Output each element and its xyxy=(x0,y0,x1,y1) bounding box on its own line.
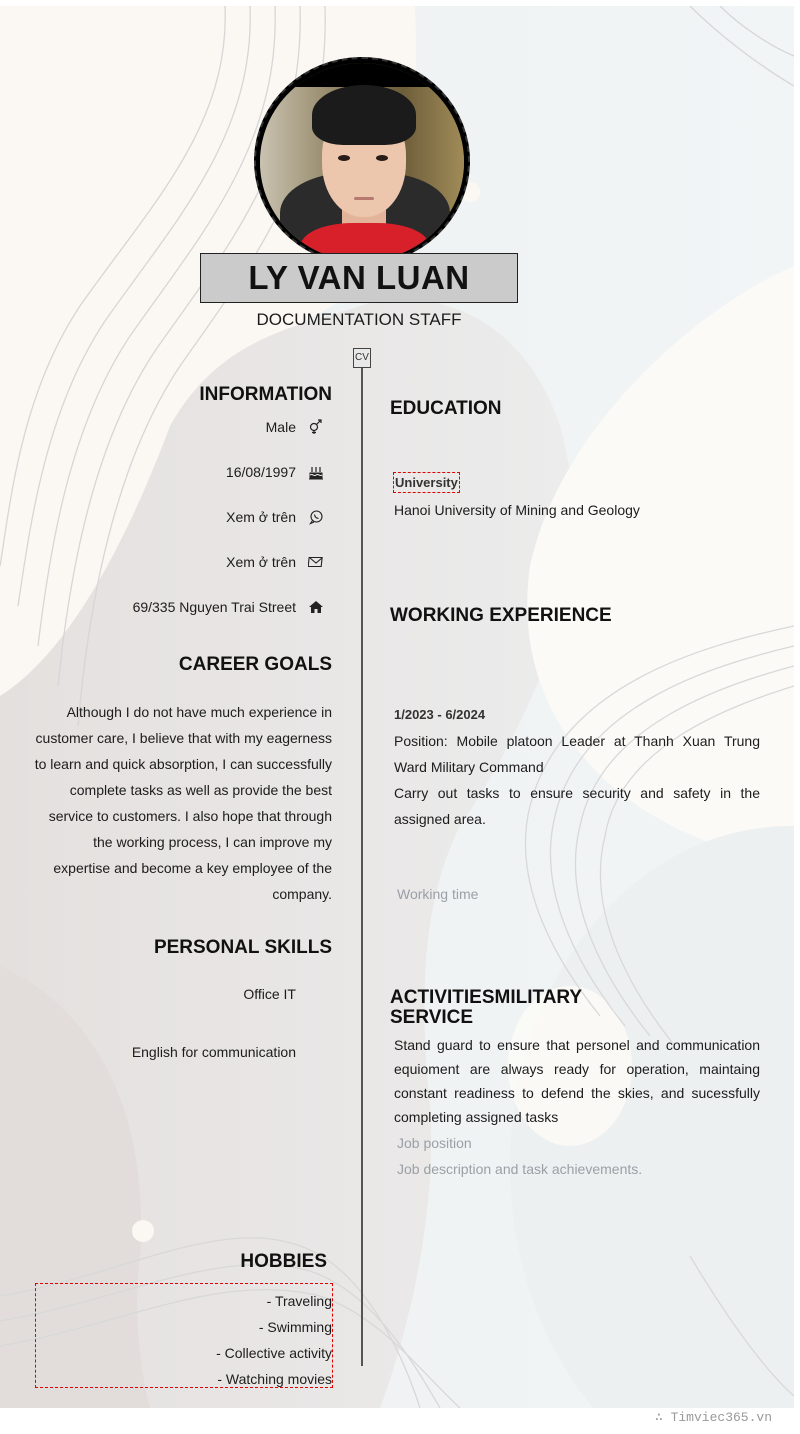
education-degree[interactable]: University xyxy=(393,472,460,493)
skill-item: Office IT xyxy=(243,986,296,1002)
section-title-career-goals: CAREER GOALS xyxy=(178,654,332,675)
info-birthday xyxy=(226,464,324,480)
hobbies-list[interactable] xyxy=(35,1283,333,1388)
avatar xyxy=(260,63,464,261)
section-title-education: EDUCATION xyxy=(390,398,502,419)
activities-title-line1: ACTIVITIESMILITARY xyxy=(390,987,583,1008)
timeline-divider xyxy=(361,368,363,1366)
watermark: ∴ Timviec365.vn xyxy=(654,1410,772,1425)
info-gender-value: Male xyxy=(265,419,296,435)
section-title-hobbies: HOBBIES xyxy=(240,1251,327,1272)
job-title: DOCUMENTATION STAFF xyxy=(256,310,462,329)
section-title-activities xyxy=(390,988,582,1028)
info-email xyxy=(226,554,324,570)
info-address-value: 69/335 Nguyen Trai Street xyxy=(132,599,296,615)
working-time-placeholder[interactable]: Working time xyxy=(397,886,479,902)
hobby-item: - Traveling xyxy=(266,1293,332,1309)
cv-page xyxy=(0,6,794,1408)
home-icon xyxy=(308,599,324,615)
career-goals-text: Although I do not have much experience in customer care, I believe that with my eagerness to learn and quick absorption, I can successfully complete tasks as well as provide the best service to customers. I also hope that through the working process, I can improve my expertise and become a key employee of the company. xyxy=(34,704,332,902)
hobby-item: - Swimming xyxy=(258,1319,332,1335)
info-email-value: Xem ở trên xyxy=(226,554,296,570)
section-title-working-experience: WORKING EXPERIENCE xyxy=(390,605,612,626)
info-phone xyxy=(226,509,324,525)
experience-period: 1/2023 - 6/2024 xyxy=(394,707,486,722)
name-box xyxy=(200,253,518,303)
cv-badge: CV xyxy=(353,348,371,368)
job-position-placeholder[interactable]: Job position xyxy=(397,1135,472,1151)
info-birthday-value: 16/08/1997 xyxy=(225,464,296,480)
section-title-personal-skills: PERSONAL SKILLS xyxy=(153,937,332,958)
hobby-item: - Collective activity xyxy=(216,1345,332,1361)
section-title-information: INFORMATION xyxy=(199,384,332,405)
skill-item: English for communication xyxy=(131,1044,296,1060)
candidate-name: LY VAN LUAN xyxy=(248,259,470,296)
gender-icon xyxy=(308,419,324,435)
activities-description: Stand guard to ensure that personel and communication equioment are always ready for operation, maintaing constant readiness to defend the skies, and sucessfully completing assigned tasks xyxy=(394,1037,760,1125)
profile-photo xyxy=(254,57,470,265)
info-gender xyxy=(266,419,324,435)
experience-position: Position: Mobile platoon Leader at Thanh Xuan Trung Ward Military Command xyxy=(394,733,760,775)
activities-title-line2: SERVICE xyxy=(390,1007,474,1028)
info-phone-value: Xem ở trên xyxy=(226,509,296,525)
experience-description: Carry out tasks to ensure security and safety in the assigned area. xyxy=(394,785,760,827)
job-description-placeholder[interactable]: Job description and task achievements. xyxy=(397,1161,643,1177)
experience-entry xyxy=(394,702,760,832)
envelope-icon xyxy=(308,554,324,570)
hobby-item: - Watching movies xyxy=(217,1371,332,1387)
birthday-cake-icon xyxy=(308,464,324,480)
whatsapp-phone-icon xyxy=(308,509,324,525)
education-school: Hanoi University of Mining and Geology xyxy=(394,502,640,518)
info-address xyxy=(133,599,324,615)
